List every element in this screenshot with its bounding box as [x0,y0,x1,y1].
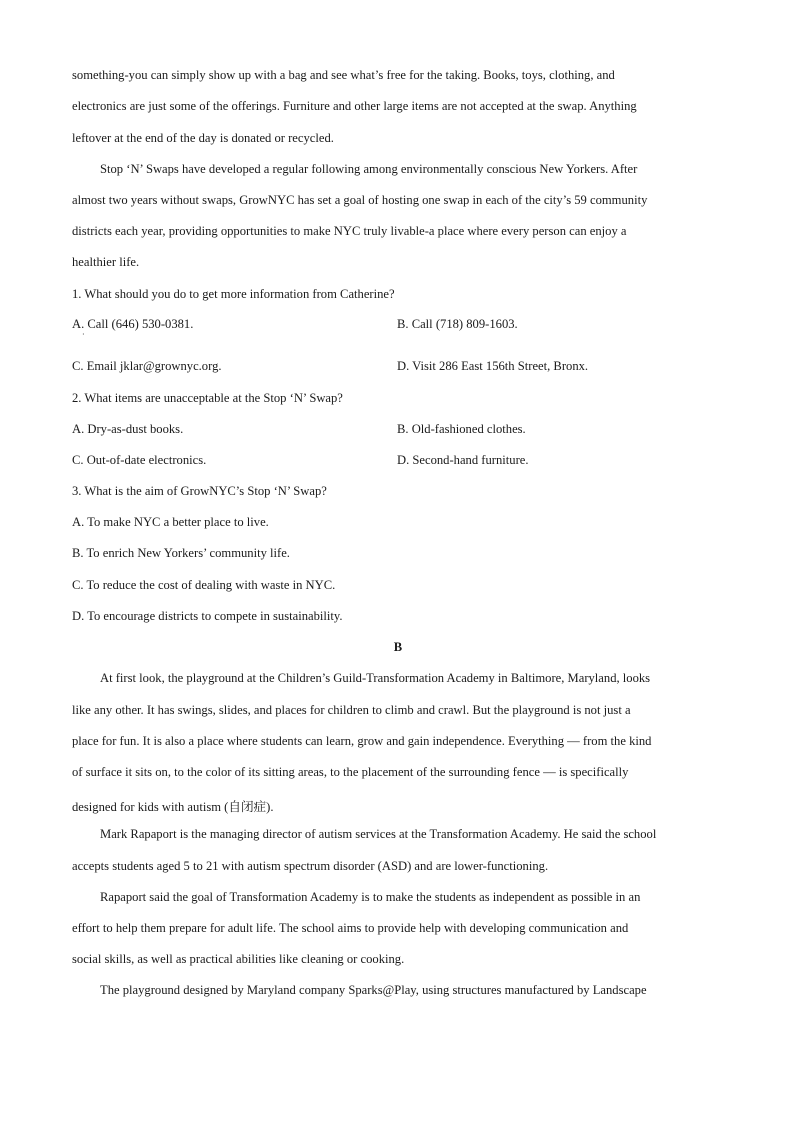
stray-dot-mark: · [82,330,85,339]
option-b: B. Call (718) 809-1603. [397,317,518,331]
text-line: social skills, as well as practical abilities like cleaning or cooking. [72,952,405,966]
text-line: electronics are just some of the offerings. Furniture and other large items are not accepted at the swap. Anything [72,99,637,113]
section-heading-b: B [393,640,403,654]
option-d: D. Second-hand furniture. [397,453,529,467]
text-line: designed for kids with autism (自闭症). [72,800,274,814]
text-line: effort to help them prepare for adult life. The school aims to provide help with developing communication and [72,921,629,935]
option-d: D. To encourage districts to compete in sustainability. [72,609,343,623]
question-stem: 2. What items are unacceptable at the Stop ‘N’ Swap? [72,391,343,405]
text-line: Stop ‘N’ Swaps have developed a regular following among environmentally conscious New Yorkers. After [100,162,638,176]
question-stem: 3. What is the aim of GrowNYC’s Stop ‘N’ Swap? [72,484,327,498]
option-c: C. Out-of-date electronics. [72,453,207,467]
option-a: A. To make NYC a better place to live. [72,515,269,529]
option-a: A. Dry-as-dust books. [72,422,184,436]
text-line: place for fun. It is also a place where students can learn, grow and gain independence. Everything — from the kind [72,734,652,748]
text-line: something-you can simply show up with a bag and see what’s free for the taking. Books, toys, clothing, and [72,68,615,82]
text-line: Mark Rapaport is the managing director of autism services at the Transformation Academy. He said the school [100,827,657,841]
text-line: almost two years without swaps, GrowNYC has set a goal of hosting one swap in each of the city’s 59 community [72,193,648,207]
option-d: D. Visit 286 East 156th Street, Bronx. [397,359,589,373]
text-line: accepts students aged 5 to 21 with autism spectrum disorder (ASD) and are lower-functioning. [72,859,549,873]
option-c: C. To reduce the cost of dealing with waste in NYC. [72,578,336,592]
text-line: of surface it sits on, to the color of its sitting areas, to the placement of the surrounding fence — is specifically [72,765,629,779]
option-c: C. Email jklar@grownyc.org. [72,359,222,373]
option-b: B. Old-fashioned clothes. [397,422,526,436]
option-a: A. Call (646) 530-0381. [72,317,194,331]
text-line: The playground designed by Maryland company Sparks@Play, using structures manufactured by Landscape [100,983,647,997]
text-line: leftover at the end of the day is donated or recycled. [72,131,334,145]
text-line: At first look, the playground at the Children’s Guild-Transformation Academy in Baltimore, Maryland, looks [100,671,651,685]
text-line: like any other. It has swings, slides, and places for children to climb and crawl. But the playground is not just a [72,703,631,717]
text-line: districts each year, providing opportunities to make NYC truly livable-a place where every person can enjoy a [72,224,627,238]
question-stem: 1. What should you do to get more information from Catherine? [72,287,395,301]
option-b: B. To enrich New Yorkers’ community life. [72,546,290,560]
text-line: healthier life. [72,255,140,269]
text-line: Rapaport said the goal of Transformation Academy is to make the students as independent as possible in an [100,890,641,904]
